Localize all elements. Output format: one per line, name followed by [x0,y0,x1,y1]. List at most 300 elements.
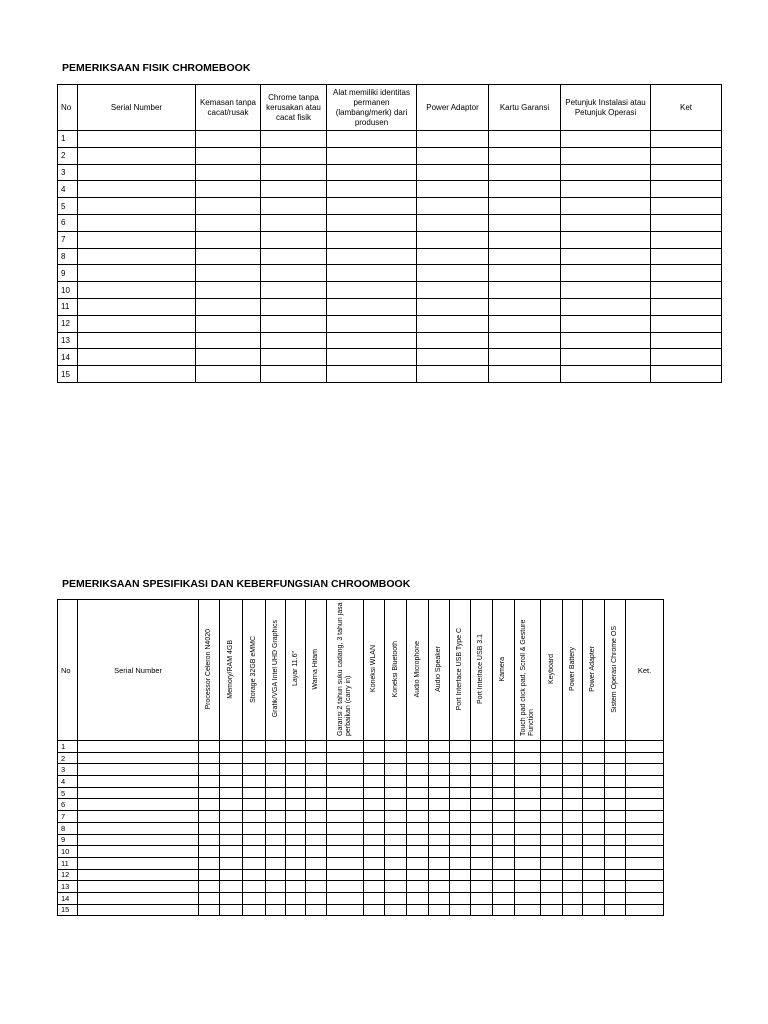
table-cell[interactable] [286,869,305,881]
table-cell[interactable] [78,282,196,299]
table-cell[interactable] [266,741,286,753]
table-cell[interactable] [604,764,625,776]
table-cell[interactable] [651,282,722,299]
table-cell[interactable] [471,811,492,823]
table-cell[interactable] [541,846,562,858]
table-cell[interactable] [514,869,541,881]
table-cell[interactable] [78,366,196,383]
table-cell[interactable] [417,349,489,366]
table-cell[interactable] [266,776,286,788]
table-cell[interactable] [449,834,470,846]
table-cell[interactable] [78,332,196,349]
table-cell[interactable] [196,231,261,248]
table-cell[interactable] [417,366,489,383]
table-cell[interactable] [242,857,265,869]
table-cell[interactable] [429,857,449,869]
table-cell[interactable] [286,881,305,893]
table-cell[interactable] [604,904,625,916]
table-cell[interactable] [305,881,326,893]
table-cell[interactable] [489,298,561,315]
table-cell[interactable] [327,265,417,282]
table-cell[interactable] [286,776,305,788]
table-cell[interactable] [492,741,514,753]
table-cell[interactable] [514,857,541,869]
table-cell[interactable] [583,741,604,753]
table-cell[interactable] [78,881,198,893]
table-cell[interactable] [196,315,261,332]
table-cell[interactable] [514,787,541,799]
table-cell[interactable] [242,799,265,811]
table-cell[interactable] [327,231,417,248]
table-cell[interactable] [327,881,364,893]
table-cell[interactable] [78,857,198,869]
table-cell[interactable] [562,799,582,811]
table-cell[interactable] [220,869,242,881]
table-cell[interactable] [363,822,384,834]
table-cell[interactable] [198,881,219,893]
table-cell[interactable] [626,892,664,904]
table-cell[interactable] [363,764,384,776]
table-cell[interactable] [429,881,449,893]
table-cell[interactable] [471,787,492,799]
table-cell[interactable] [489,131,561,148]
table-cell[interactable] [385,787,406,799]
table-cell[interactable] [78,131,196,148]
table-cell[interactable] [363,776,384,788]
table-cell[interactable] [78,822,198,834]
table-cell[interactable] [583,857,604,869]
table-cell[interactable] [492,846,514,858]
table-cell[interactable] [385,776,406,788]
table-cell[interactable] [561,214,651,231]
table-cell[interactable] [385,834,406,846]
table-cell[interactable] [541,741,562,753]
table-cell[interactable] [561,282,651,299]
table-cell[interactable] [327,248,417,265]
table-cell[interactable] [562,811,582,823]
table-cell[interactable] [261,265,327,282]
table-cell[interactable] [562,892,582,904]
table-cell[interactable] [492,799,514,811]
table-cell[interactable] [583,764,604,776]
table-cell[interactable] [406,881,428,893]
table-cell[interactable] [651,349,722,366]
table-cell[interactable] [561,366,651,383]
table-cell[interactable] [198,892,219,904]
table-cell[interactable] [514,892,541,904]
table-cell[interactable] [327,198,417,215]
table-cell[interactable] [561,231,651,248]
table-cell[interactable] [78,752,198,764]
table-cell[interactable] [562,904,582,916]
table-cell[interactable] [471,741,492,753]
table-cell[interactable] [327,904,364,916]
table-cell[interactable] [626,822,664,834]
table-cell[interactable] [471,764,492,776]
table-cell[interactable] [198,787,219,799]
table-cell[interactable] [406,869,428,881]
table-cell[interactable] [327,811,364,823]
table-cell[interactable] [651,131,722,148]
table-cell[interactable] [417,265,489,282]
table-cell[interactable] [583,846,604,858]
table-cell[interactable] [417,298,489,315]
table-cell[interactable] [266,857,286,869]
table-cell[interactable] [492,822,514,834]
table-cell[interactable] [429,741,449,753]
table-cell[interactable] [327,214,417,231]
table-cell[interactable] [305,741,326,753]
table-cell[interactable] [429,811,449,823]
table-cell[interactable] [385,799,406,811]
table-cell[interactable] [327,799,364,811]
table-cell[interactable] [78,764,198,776]
table-cell[interactable] [489,282,561,299]
table-cell[interactable] [220,752,242,764]
table-cell[interactable] [198,822,219,834]
table-cell[interactable] [363,741,384,753]
table-cell[interactable] [78,904,198,916]
table-cell[interactable] [583,881,604,893]
table-cell[interactable] [305,811,326,823]
table-cell[interactable] [220,881,242,893]
table-cell[interactable] [514,776,541,788]
table-cell[interactable] [541,892,562,904]
table-cell[interactable] [196,366,261,383]
table-cell[interactable] [305,869,326,881]
table-cell[interactable] [78,298,196,315]
table-cell[interactable] [363,846,384,858]
table-cell[interactable] [604,799,625,811]
table-cell[interactable] [406,857,428,869]
table-cell[interactable] [242,834,265,846]
table-cell[interactable] [514,741,541,753]
table-cell[interactable] [385,811,406,823]
table-cell[interactable] [604,741,625,753]
table-cell[interactable] [327,822,364,834]
table-cell[interactable] [406,834,428,846]
table-cell[interactable] [417,282,489,299]
table-cell[interactable] [492,857,514,869]
table-cell[interactable] [220,811,242,823]
table-cell[interactable] [541,881,562,893]
table-cell[interactable] [78,315,196,332]
table-cell[interactable] [514,752,541,764]
table-cell[interactable] [196,298,261,315]
table-cell[interactable] [242,881,265,893]
table-cell[interactable] [417,248,489,265]
table-cell[interactable] [417,198,489,215]
table-cell[interactable] [78,147,196,164]
table-cell[interactable] [651,214,722,231]
table-cell[interactable] [583,776,604,788]
table-cell[interactable] [286,787,305,799]
table-cell[interactable] [78,776,198,788]
table-cell[interactable] [305,799,326,811]
table-cell[interactable] [327,131,417,148]
table-cell[interactable] [626,869,664,881]
table-cell[interactable] [220,834,242,846]
table-cell[interactable] [78,811,198,823]
table-cell[interactable] [471,776,492,788]
table-cell[interactable] [286,904,305,916]
table-cell[interactable] [541,764,562,776]
table-cell[interactable] [604,787,625,799]
table-cell[interactable] [261,349,327,366]
table-cell[interactable] [363,799,384,811]
table-cell[interactable] [261,231,327,248]
table-cell[interactable] [471,822,492,834]
table-cell[interactable] [242,776,265,788]
table-cell[interactable] [198,869,219,881]
table-cell[interactable] [305,846,326,858]
table-cell[interactable] [471,834,492,846]
table-cell[interactable] [305,752,326,764]
table-cell[interactable] [242,787,265,799]
table-cell[interactable] [651,164,722,181]
table-cell[interactable] [406,741,428,753]
table-cell[interactable] [583,799,604,811]
table-cell[interactable] [266,892,286,904]
table-cell[interactable] [561,248,651,265]
table-cell[interactable] [242,846,265,858]
table-cell[interactable] [196,164,261,181]
table-cell[interactable] [583,834,604,846]
table-cell[interactable] [198,764,219,776]
table-cell[interactable] [541,787,562,799]
table-cell[interactable] [385,822,406,834]
table-cell[interactable] [266,799,286,811]
table-cell[interactable] [449,811,470,823]
table-cell[interactable] [492,752,514,764]
table-cell[interactable] [327,892,364,904]
table-cell[interactable] [429,822,449,834]
table-cell[interactable] [626,741,664,753]
table-cell[interactable] [196,248,261,265]
table-cell[interactable] [261,181,327,198]
table-cell[interactable] [78,248,196,265]
table-cell[interactable] [220,846,242,858]
table-cell[interactable] [406,799,428,811]
table-cell[interactable] [583,752,604,764]
table-cell[interactable] [449,752,470,764]
table-cell[interactable] [492,811,514,823]
table-cell[interactable] [363,869,384,881]
table-cell[interactable] [198,846,219,858]
table-cell[interactable] [220,904,242,916]
table-cell[interactable] [604,857,625,869]
table-cell[interactable] [198,857,219,869]
table-cell[interactable] [449,904,470,916]
table-cell[interactable] [561,315,651,332]
table-cell[interactable] [541,822,562,834]
table-cell[interactable] [266,881,286,893]
table-cell[interactable] [449,857,470,869]
table-cell[interactable] [417,332,489,349]
table-cell[interactable] [471,799,492,811]
table-cell[interactable] [327,147,417,164]
table-cell[interactable] [561,332,651,349]
table-cell[interactable] [626,904,664,916]
table-cell[interactable] [626,811,664,823]
table-cell[interactable] [327,752,364,764]
table-cell[interactable] [196,214,261,231]
table-cell[interactable] [583,811,604,823]
table-cell[interactable] [429,834,449,846]
table-cell[interactable] [561,164,651,181]
table-cell[interactable] [651,315,722,332]
table-cell[interactable] [626,846,664,858]
table-cell[interactable] [266,764,286,776]
table-cell[interactable] [363,811,384,823]
table-cell[interactable] [327,315,417,332]
table-cell[interactable] [514,811,541,823]
table-cell[interactable] [198,834,219,846]
table-cell[interactable] [541,811,562,823]
table-cell[interactable] [242,904,265,916]
table-cell[interactable] [363,881,384,893]
table-cell[interactable] [562,741,582,753]
table-cell[interactable] [429,764,449,776]
table-cell[interactable] [220,741,242,753]
table-cell[interactable] [514,881,541,893]
table-cell[interactable] [489,265,561,282]
table-cell[interactable] [604,752,625,764]
table-cell[interactable] [449,787,470,799]
table-cell[interactable] [196,131,261,148]
table-cell[interactable] [604,776,625,788]
table-cell[interactable] [626,881,664,893]
table-cell[interactable] [514,822,541,834]
table-cell[interactable] [561,349,651,366]
table-cell[interactable] [242,741,265,753]
table-cell[interactable] [286,834,305,846]
table-cell[interactable] [514,834,541,846]
table-cell[interactable] [541,834,562,846]
table-cell[interactable] [429,892,449,904]
table-cell[interactable] [449,846,470,858]
table-cell[interactable] [492,904,514,916]
table-cell[interactable] [492,881,514,893]
table-cell[interactable] [327,776,364,788]
table-cell[interactable] [78,265,196,282]
table-cell[interactable] [626,776,664,788]
table-cell[interactable] [261,366,327,383]
table-cell[interactable] [266,811,286,823]
table-cell[interactable] [651,147,722,164]
table-cell[interactable] [489,349,561,366]
table-cell[interactable] [562,881,582,893]
table-cell[interactable] [471,869,492,881]
table-cell[interactable] [196,181,261,198]
table-cell[interactable] [266,787,286,799]
table-cell[interactable] [196,332,261,349]
table-cell[interactable] [198,799,219,811]
table-cell[interactable] [327,764,364,776]
table-cell[interactable] [385,869,406,881]
table-cell[interactable] [198,776,219,788]
table-cell[interactable] [198,741,219,753]
table-cell[interactable] [449,741,470,753]
table-cell[interactable] [327,282,417,299]
table-cell[interactable] [562,834,582,846]
table-cell[interactable] [561,265,651,282]
table-cell[interactable] [429,869,449,881]
table-cell[interactable] [583,822,604,834]
table-cell[interactable] [78,787,198,799]
table-cell[interactable] [489,315,561,332]
table-cell[interactable] [327,846,364,858]
table-cell[interactable] [385,741,406,753]
table-cell[interactable] [286,892,305,904]
table-cell[interactable] [541,904,562,916]
table-cell[interactable] [489,181,561,198]
table-cell[interactable] [261,332,327,349]
table-cell[interactable] [583,892,604,904]
table-cell[interactable] [406,776,428,788]
table-cell[interactable] [651,198,722,215]
table-cell[interactable] [449,869,470,881]
table-cell[interactable] [541,857,562,869]
table-cell[interactable] [604,811,625,823]
table-cell[interactable] [406,892,428,904]
table-cell[interactable] [561,181,651,198]
table-cell[interactable] [562,776,582,788]
table-cell[interactable] [261,131,327,148]
table-cell[interactable] [514,904,541,916]
table-cell[interactable] [626,752,664,764]
table-cell[interactable] [561,298,651,315]
table-cell[interactable] [198,752,219,764]
table-cell[interactable] [489,147,561,164]
table-cell[interactable] [286,799,305,811]
table-cell[interactable] [327,298,417,315]
table-cell[interactable] [305,904,326,916]
table-cell[interactable] [327,741,364,753]
table-cell[interactable] [78,834,198,846]
table-cell[interactable] [220,787,242,799]
table-cell[interactable] [514,764,541,776]
table-cell[interactable] [471,881,492,893]
table-cell[interactable] [449,822,470,834]
table-cell[interactable] [514,799,541,811]
table-cell[interactable] [242,764,265,776]
table-cell[interactable] [489,366,561,383]
table-cell[interactable] [406,822,428,834]
table-cell[interactable] [78,869,198,881]
table-cell[interactable] [492,892,514,904]
table-cell[interactable] [327,366,417,383]
table-cell[interactable] [651,298,722,315]
table-cell[interactable] [385,881,406,893]
table-cell[interactable] [561,131,651,148]
table-cell[interactable] [417,147,489,164]
table-cell[interactable] [626,857,664,869]
table-cell[interactable] [78,349,196,366]
table-cell[interactable] [562,822,582,834]
table-cell[interactable] [561,198,651,215]
table-cell[interactable] [196,265,261,282]
table-cell[interactable] [286,846,305,858]
table-cell[interactable] [604,869,625,881]
table-cell[interactable] [492,869,514,881]
table-cell[interactable] [266,846,286,858]
table-cell[interactable] [562,787,582,799]
table-cell[interactable] [417,164,489,181]
table-cell[interactable] [492,764,514,776]
table-cell[interactable] [562,869,582,881]
table-cell[interactable] [220,799,242,811]
